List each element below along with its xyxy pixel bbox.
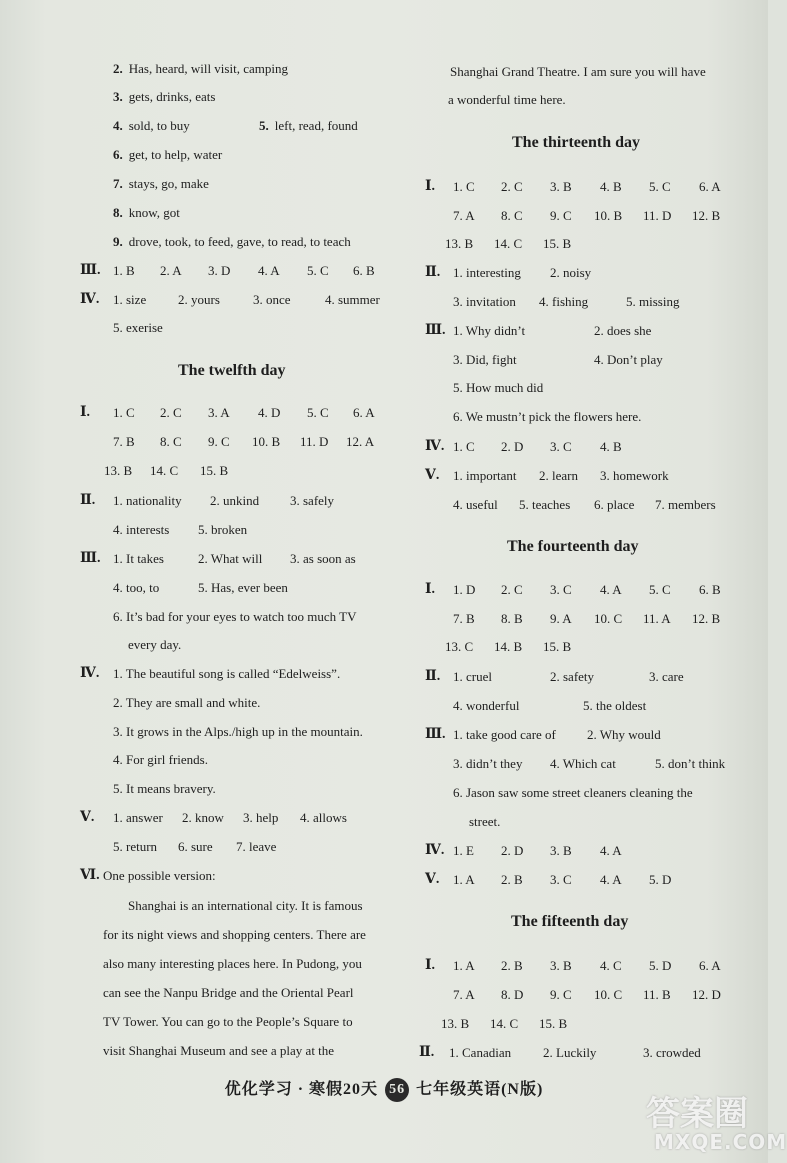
- item-number: 5.: [259, 118, 269, 133]
- answer-cell: 1. cruel: [453, 669, 492, 684]
- answer-cell: 5. D: [649, 872, 672, 887]
- section-numeral: Ⅳ.: [80, 292, 100, 307]
- answer-cell: 10. C: [594, 987, 623, 1002]
- item-number: 6.: [113, 147, 123, 162]
- answer-cell: 4. For girl friends.: [113, 752, 208, 767]
- answer-cell: 2. safety: [550, 669, 595, 684]
- answer-cell: 1. B: [113, 263, 135, 278]
- answer-cell: 7. members: [655, 497, 716, 512]
- answer-cell: 2. D: [501, 843, 524, 858]
- answer-cell: 1. nationality: [113, 493, 182, 508]
- answer-cell: 2. does she: [594, 323, 652, 338]
- answer-cell: 3. Did, fight: [453, 352, 517, 367]
- answer-cell: 2. B: [501, 958, 523, 973]
- answer-cell: 3. homework: [600, 468, 669, 483]
- answer-cell: 1. important: [453, 468, 517, 483]
- answer-line: [259, 118, 358, 134]
- watermark-text: 答案圈: [646, 1094, 748, 1134]
- answer-cell: 13. B: [441, 1016, 470, 1031]
- section-numeral: Ⅰ.: [425, 958, 436, 973]
- answer-cell: 1. answer: [113, 810, 163, 825]
- answer-cell: 14. C: [490, 1016, 519, 1031]
- answer-cell: 1. C: [453, 179, 475, 194]
- answer-cell: 6. B: [699, 582, 721, 597]
- answer-cell: 2. D: [501, 439, 524, 454]
- answer-line: [113, 89, 215, 105]
- answer-cell: 2. Luckily: [543, 1045, 597, 1060]
- answer-cell: 1. A: [453, 872, 475, 887]
- answer-cell: 1. C: [453, 439, 475, 454]
- answer-cell: street.: [469, 814, 501, 829]
- answer-cell: 8. C: [501, 208, 523, 223]
- essay-line: can see the Nanpu Bridge and the Oriental Pearl: [103, 985, 354, 1000]
- answer-text: know, got: [128, 205, 180, 220]
- section-numeral: Ⅰ.: [80, 405, 91, 420]
- answer-cell: 4. B: [600, 179, 622, 194]
- answer-cell: 4. A: [600, 872, 622, 887]
- answer-cell: 11. B: [643, 987, 671, 1002]
- answer-cell: 1. interesting: [453, 265, 521, 280]
- answer-cell: 3. safely: [290, 493, 335, 508]
- answer-cell: 4. too, to: [113, 580, 160, 595]
- answer-cell: 2. B: [501, 872, 523, 887]
- answer-cell: 11. D: [643, 208, 672, 223]
- section-heading: The fifteenth day: [511, 913, 629, 930]
- page-number: 56: [385, 1078, 409, 1102]
- answer-cell: 7. A: [453, 208, 475, 223]
- section-heading: The twelfth day: [178, 362, 286, 379]
- section-heading: The thirteenth day: [512, 134, 640, 151]
- section-numeral: Ⅳ.: [80, 666, 100, 681]
- section-numeral: Ⅱ.: [80, 493, 96, 508]
- section-numeral: Ⅲ.: [425, 727, 446, 742]
- answer-cell: 6. A: [353, 405, 375, 420]
- answer-cell: 1. Canadian: [449, 1045, 512, 1060]
- section-numeral: Ⅴ.: [80, 810, 95, 825]
- item-number: 3.: [113, 89, 123, 104]
- answer-line: [113, 147, 222, 163]
- answer-cell: 5. How much did: [453, 380, 544, 395]
- essay-line: a wonderful time here.: [448, 92, 566, 107]
- answer-cell: 4. A: [600, 582, 622, 597]
- answer-cell: 5. missing: [626, 294, 680, 309]
- answer-cell: 6. We mustn’t pick the flowers here.: [453, 409, 642, 424]
- answer-cell: 7. B: [453, 611, 475, 626]
- answer-cell: 9. A: [550, 611, 572, 626]
- answer-cell: 3. B: [550, 179, 572, 194]
- item-number: 9.: [113, 234, 123, 249]
- answer-cell: 5. don’t think: [655, 756, 726, 771]
- answer-cell: 4. B: [600, 439, 622, 454]
- answer-cell: 3. C: [550, 872, 572, 887]
- answer-cell: every day.: [128, 637, 182, 652]
- answer-cell: 2. yours: [178, 292, 220, 307]
- answer-cell: 4. summer: [325, 292, 380, 307]
- answer-cell: 4. fishing: [539, 294, 589, 309]
- answer-cell: 3. B: [550, 958, 572, 973]
- answer-cell: 13. B: [104, 463, 133, 478]
- answer-cell: 4. interests: [113, 522, 170, 537]
- answer-cell: 1. take good care of: [453, 727, 556, 742]
- answer-cell: 5. C: [307, 405, 329, 420]
- section-numeral: Ⅰ.: [425, 582, 436, 597]
- answer-cell: 2. unkind: [210, 493, 260, 508]
- answer-line: [113, 176, 209, 192]
- answer-cell: 12. B: [692, 208, 721, 223]
- answer-cell: 2. What will: [198, 551, 263, 566]
- section-numeral: Ⅲ.: [425, 323, 446, 338]
- answer-cell: 3. invitation: [453, 294, 516, 309]
- essay-line: TV Tower. You can go to the People’s Square to: [103, 1014, 353, 1029]
- answer-cell: 5. broken: [198, 522, 248, 537]
- watermark-url: MXQE.COM: [654, 1130, 787, 1154]
- answer-cell: 6. sure: [178, 839, 213, 854]
- answer-cell: 6. Jason saw some street cleaners cleaning the: [453, 785, 693, 800]
- answer-cell: 10. B: [594, 208, 623, 223]
- answer-text: sold, to buy: [128, 118, 190, 133]
- section-numeral: Ⅲ.: [80, 551, 101, 566]
- answer-cell: 7. A: [453, 987, 475, 1002]
- section-numeral: Ⅴ.: [425, 872, 440, 887]
- section-numeral: Ⅱ.: [425, 265, 441, 280]
- answer-cell: 4. wonderful: [453, 698, 520, 713]
- answer-cell: 6. A: [699, 958, 721, 973]
- answer-cell: 4. allows: [300, 810, 347, 825]
- answer-cell: 4. A: [600, 843, 622, 858]
- answer-cell: 8. B: [501, 611, 523, 626]
- answer-cell: 12. D: [692, 987, 721, 1002]
- answer-cell: 14. C: [150, 463, 179, 478]
- answer-cell: 10. C: [594, 611, 623, 626]
- section-numeral: Ⅳ.: [425, 843, 445, 858]
- answer-cell: 1. D: [453, 582, 476, 597]
- answer-cell: 5. It means bravery.: [113, 781, 216, 796]
- answer-text: drove, took, to feed, gave, to read, to teach: [128, 234, 351, 249]
- answer-text: Has, heard, will visit, camping: [128, 61, 288, 76]
- answer-cell: 2. Why would: [587, 727, 661, 742]
- watermark-logo: [646, 1086, 787, 1156]
- answer-cell: 5. C: [307, 263, 329, 278]
- answer-cell: 2. know: [182, 810, 224, 825]
- item-number: 8.: [113, 205, 123, 220]
- answer-line: [113, 61, 288, 77]
- section-numeral: Ⅱ.: [419, 1045, 435, 1060]
- essay-line: visit Shanghai Museum and see a play at the: [103, 1043, 335, 1058]
- answer-cell: 3. C: [550, 439, 572, 454]
- answer-cell: 2. C: [501, 179, 523, 194]
- book-title: 优化学习 · 寒假20天: [224, 1081, 379, 1098]
- answer-cell: 3. as soon as: [290, 551, 356, 566]
- answer-cell: One possible version:: [103, 868, 216, 883]
- section-numeral: Ⅲ.: [80, 263, 101, 278]
- answer-cell: 3. care: [649, 669, 684, 684]
- answer-cell: 5. C: [649, 179, 671, 194]
- answer-cell: 14. C: [494, 236, 523, 251]
- answer-cell: 2. A: [160, 263, 182, 278]
- answer-cell: 6. It’s bad for your eyes to watch too much TV: [113, 609, 357, 624]
- answer-cell: 15. B: [200, 463, 229, 478]
- answer-cell: 5. exerise: [113, 320, 163, 335]
- answer-cell: 3. It grows in the Alps./high up in the mountain.: [113, 724, 363, 739]
- answer-cell: 11. D: [300, 434, 329, 449]
- section-heading: The fourteenth day: [507, 538, 639, 555]
- answer-cell: 1. size: [113, 292, 147, 307]
- answer-cell: 8. D: [501, 987, 524, 1002]
- answer-cell: 3. help: [243, 810, 279, 825]
- answer-cell: 1. The beautiful song is called “Edelweiss”.: [113, 666, 341, 681]
- answer-cell: 3. crowded: [643, 1045, 701, 1060]
- answer-cell: 15. B: [539, 1016, 568, 1031]
- answer-line: [113, 234, 351, 250]
- section-numeral: Ⅵ.: [80, 868, 100, 883]
- essay-line: Shanghai Grand Theatre. I am sure you will have: [450, 64, 706, 79]
- essay-line: Shanghai is an international city. It is famous: [128, 898, 363, 913]
- answer-line: [113, 205, 180, 221]
- answer-cell: 15. B: [543, 639, 572, 654]
- answer-cell: 1. It takes: [113, 551, 164, 566]
- answer-line: [113, 118, 190, 134]
- answer-cell: 3. B: [550, 843, 572, 858]
- answer-cell: 6. A: [699, 179, 721, 194]
- answer-cell: 5. teaches: [519, 497, 571, 512]
- answer-cell: 12. A: [346, 434, 375, 449]
- book-subtitle: 七年级英语(N版): [416, 1081, 544, 1098]
- answer-cell: 13. C: [445, 639, 474, 654]
- answer-cell: 5. D: [649, 958, 672, 973]
- answer-text: get, to help, water: [128, 147, 223, 162]
- answer-cell: 10. B: [252, 434, 281, 449]
- answer-cell: 13. B: [445, 236, 474, 251]
- answer-cell: 2. C: [160, 405, 182, 420]
- answer-cell: 1. C: [113, 405, 135, 420]
- answer-cell: 4. D: [258, 405, 281, 420]
- answer-cell: 3. C: [550, 582, 572, 597]
- answer-cell: 3. once: [253, 292, 291, 307]
- answer-cell: 4. Don’t play: [594, 352, 663, 367]
- answer-cell: 7. leave: [236, 839, 277, 854]
- answer-cell: 5. C: [649, 582, 671, 597]
- answer-cell: 5. Has, ever been: [198, 580, 288, 595]
- answer-cell: 4. C: [600, 958, 622, 973]
- answer-text: stays, go, make: [128, 176, 209, 191]
- answer-cell: 1. A: [453, 958, 475, 973]
- answer-cell: 3. D: [208, 263, 231, 278]
- answer-text: gets, drinks, eats: [128, 89, 216, 104]
- answer-cell: 4. Which cat: [550, 756, 616, 771]
- answer-cell: 6. place: [594, 497, 635, 512]
- answer-cell: 6. B: [353, 263, 375, 278]
- section-numeral: Ⅰ.: [425, 179, 436, 194]
- essay-line: for its night views and shopping centers. There are: [103, 927, 366, 942]
- answer-cell: 2. C: [501, 582, 523, 597]
- answer-cell: 15. B: [543, 236, 572, 251]
- answer-cell: 9. C: [550, 987, 572, 1002]
- answer-cell: 3. didn’t they: [453, 756, 523, 771]
- section-numeral: Ⅳ.: [425, 439, 445, 454]
- item-number: 4.: [113, 118, 123, 133]
- section-numeral: Ⅴ.: [425, 468, 440, 483]
- answer-cell: 8. C: [160, 434, 182, 449]
- answer-cell: 12. B: [692, 611, 721, 626]
- answer-text: left, read, found: [274, 118, 358, 133]
- answer-cell: 14. B: [494, 639, 523, 654]
- item-number: 2.: [113, 61, 123, 76]
- answer-cell: 5. return: [113, 839, 158, 854]
- answer-cell: 11. A: [643, 611, 671, 626]
- answer-cell: 2. learn: [539, 468, 578, 483]
- answer-cell: 4. useful: [453, 497, 498, 512]
- answer-cell: 9. C: [550, 208, 572, 223]
- answer-cell: 4. A: [258, 263, 280, 278]
- essay-line: also many interesting places here. In Pudong, you: [103, 956, 362, 971]
- answer-cell: 2. They are small and white.: [113, 695, 261, 710]
- answer-cell: 2. noisy: [550, 265, 592, 280]
- section-numeral: Ⅱ.: [425, 669, 441, 684]
- answer-cell: 1. E: [453, 843, 474, 858]
- answer-cell: 7. B: [113, 434, 135, 449]
- answer-cell: 1. Why didn’t: [453, 323, 526, 338]
- answer-cell: 5. the oldest: [583, 698, 647, 713]
- answer-cell: 3. A: [208, 405, 230, 420]
- item-number: 7.: [113, 176, 123, 191]
- answer-cell: 9. C: [208, 434, 230, 449]
